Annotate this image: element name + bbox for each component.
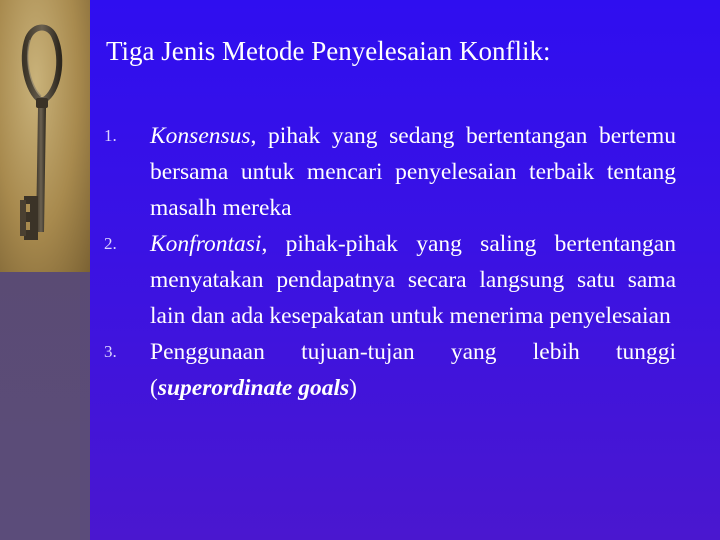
item-description: , pihak yang sedang bertentangan bertemu bersama untuk mencari penyelesaian terbaik tentang masalh mereka bbox=[150, 123, 676, 221]
list-number: 2. bbox=[104, 234, 117, 253]
list-item bbox=[104, 226, 676, 334]
item-description: , pihak-pihak yang saling bertentangan menyatakan pendapatnya secara langsung satu sama lain dan ada kesepakatan untuk menerima penyelesaian bbox=[150, 231, 676, 329]
item-description: Penggunaan tujuan-tujan yang lebih tunggi ( bbox=[150, 339, 676, 401]
method-list bbox=[104, 118, 676, 406]
list-number: 3. bbox=[104, 342, 117, 361]
key-icon bbox=[0, 0, 90, 272]
list-item bbox=[104, 334, 676, 406]
term-konfrontasi: Konfrontasi bbox=[150, 231, 262, 257]
term-superordinate-goals: superordinate goals bbox=[157, 375, 350, 401]
list-item bbox=[104, 118, 676, 226]
key-image bbox=[0, 0, 90, 272]
term-konsensus: Konsensus bbox=[150, 123, 251, 149]
item-description-end: ) bbox=[349, 375, 357, 401]
slide-title: Tiga Jenis Metode Penyelesaian Konflik: bbox=[106, 36, 551, 66]
list-number: 1. bbox=[104, 126, 117, 145]
